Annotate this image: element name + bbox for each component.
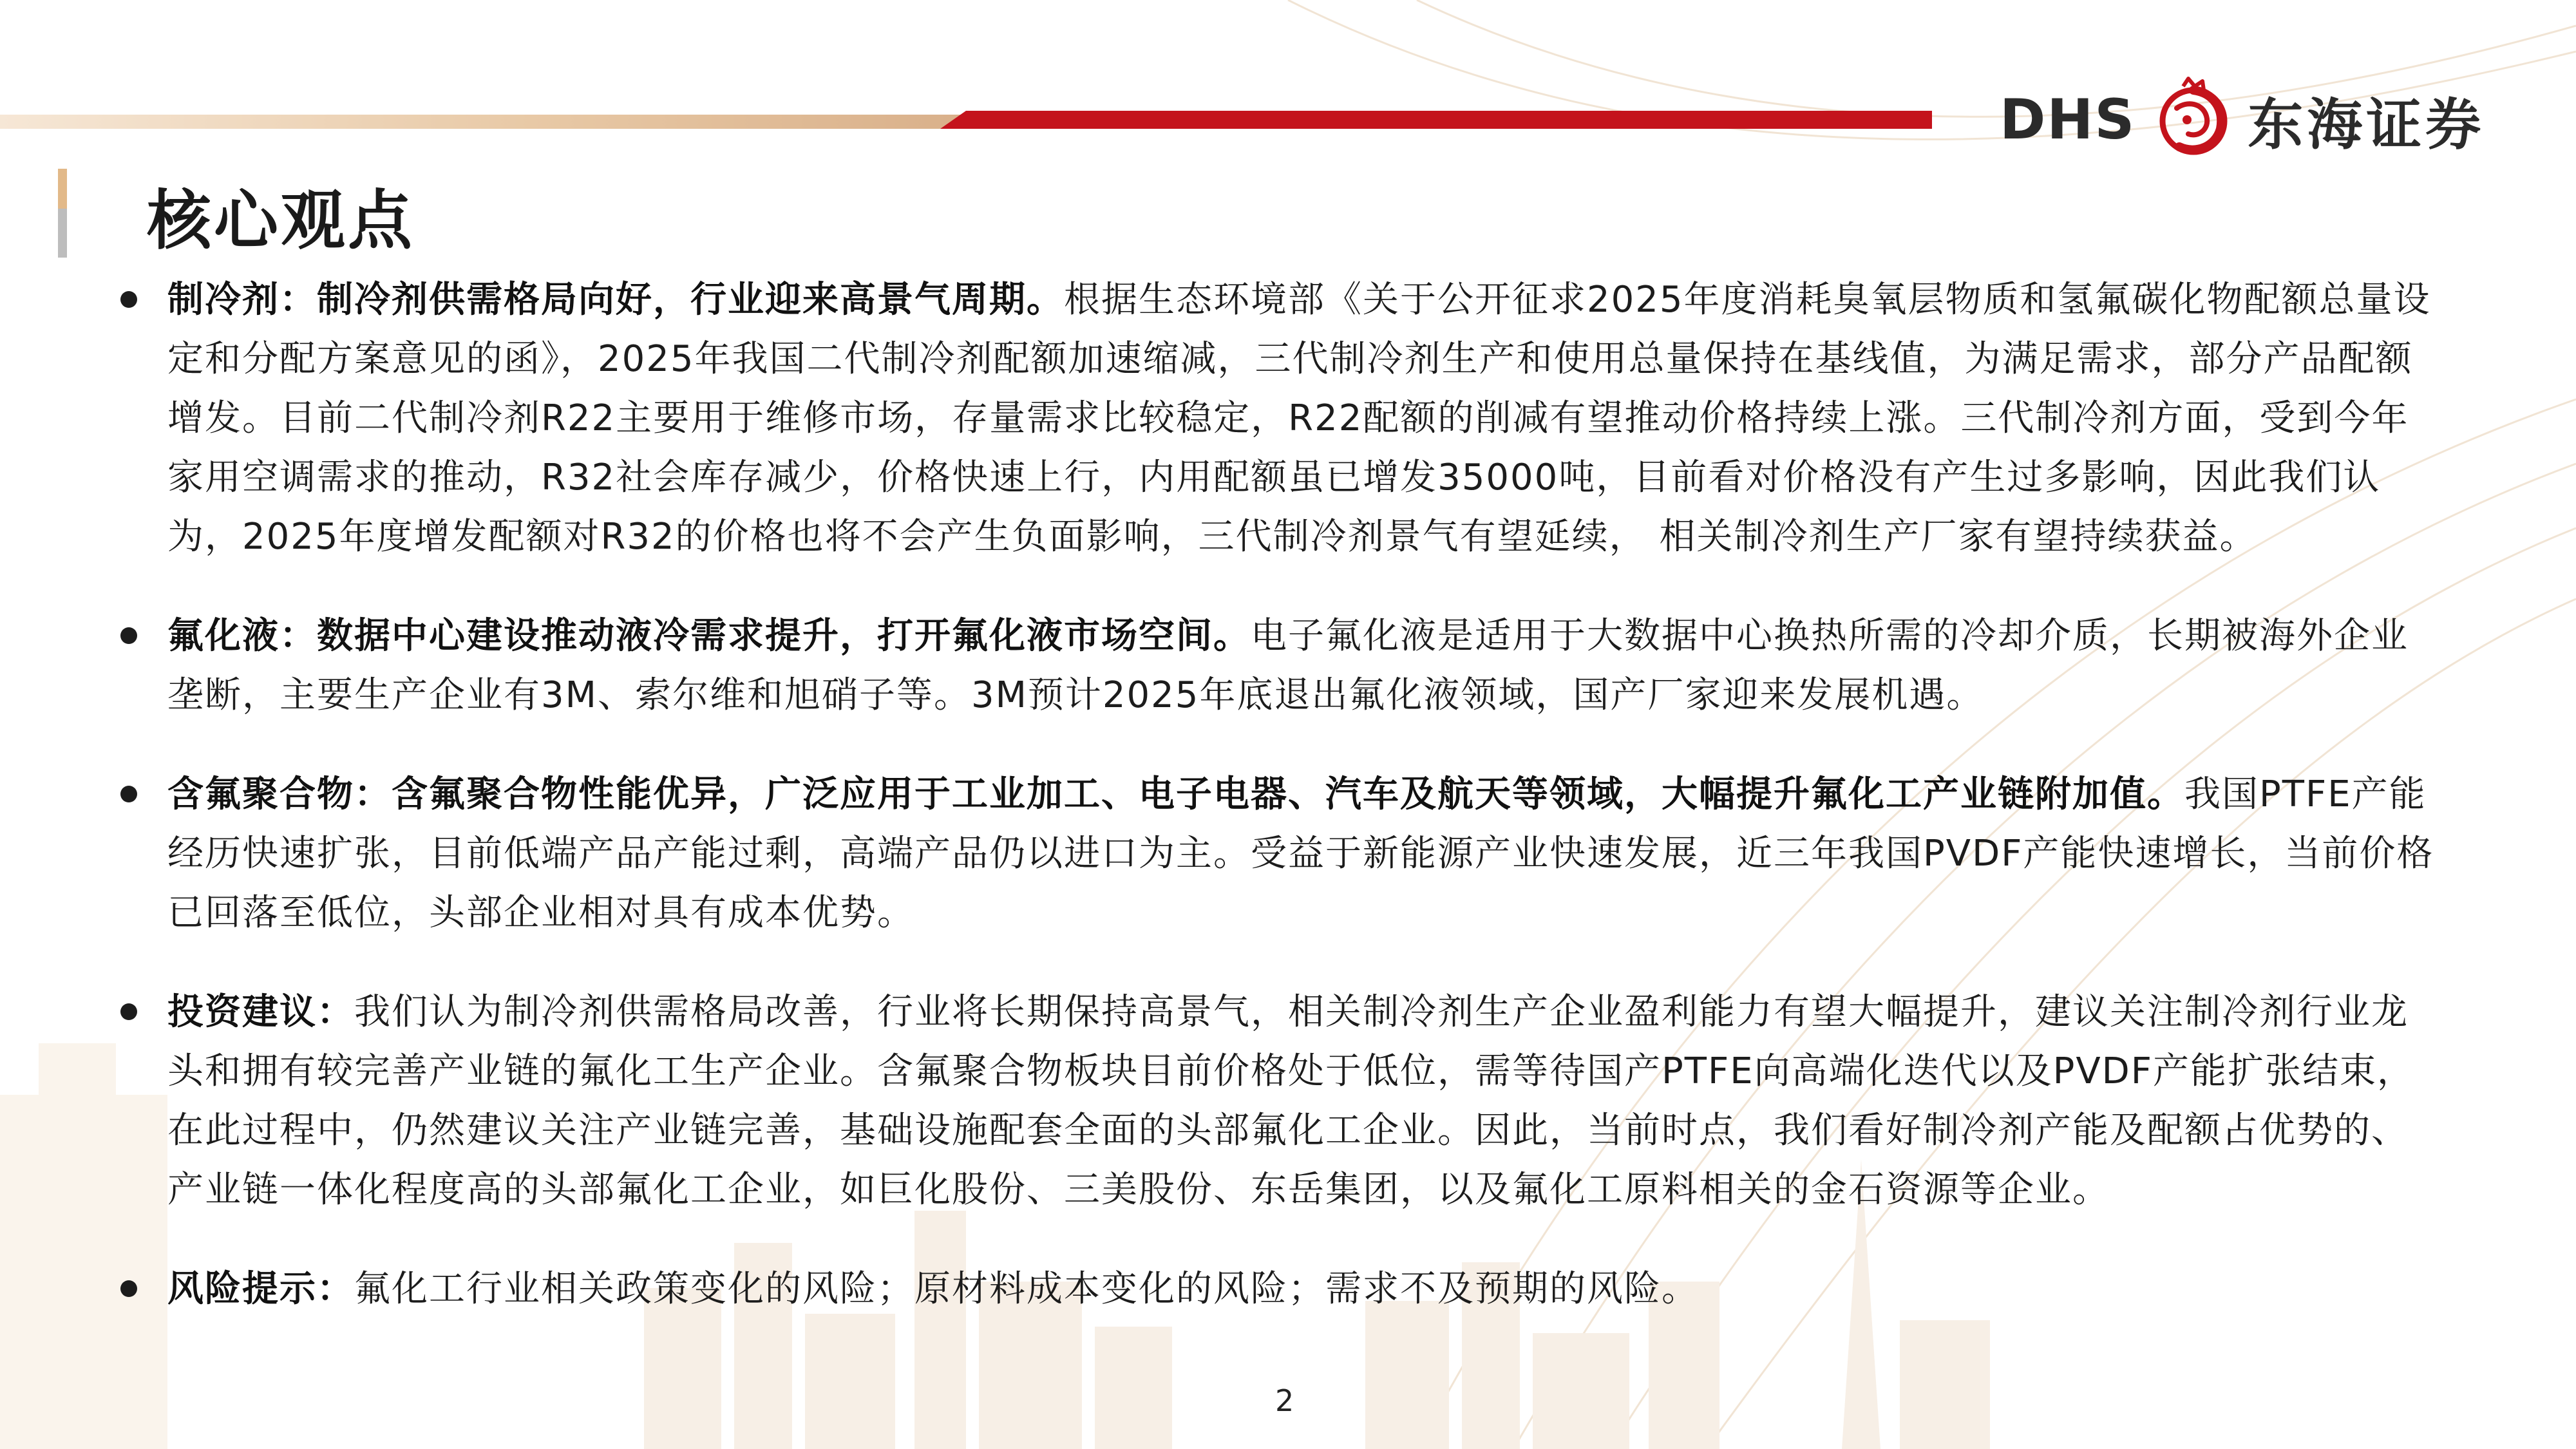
- point-body: 根据生态环境部《关于公开征求2025年度消耗臭氧层物质和氢氟碳化物配额总量设定和分配方案意见的函》，2025年我国二代制冷剂配额加速缩减，三代制冷剂生产和使用总量保持在基线值，为满足需求，部分产品配额增发。目前二代制冷剂R22主要用于维修市场，存量需求比较稳定，R22配额的削减有望推动价格持续上涨。三代制冷剂方面，受到今年家用空调需求的推动，R32社会库存减少，价格快速上行，内用配额虽已增发35000吨，目前看对价格没有产生过多影响，因此我们认为，2025年度增发配额对R32的价格也将不会产生负面影响，三代制冷剂景气有望延续， 相关制冷剂生产厂家有望持续获益。: [167, 279, 2431, 558]
- point-heading: 氟化液：数据中心建设推动液冷需求提升，打开氟化液市场空间。: [167, 615, 1251, 657]
- point-heading: 风险提示：: [167, 1268, 354, 1310]
- point-risk-warning: [113, 1260, 2438, 1319]
- point-body: 我国PTFE产能经历快速扩张，目前低端产品产能过剩，高端产品仍以进口为主。受益于新能源产业快速发展，近三年我国PVDF产能快速增长，当前价格已回落至低位，头部企业相对具有成本优势。: [167, 773, 2434, 934]
- logo-chinese-text: 东海证券: [2248, 93, 2485, 157]
- header-gold-rule: [0, 115, 966, 129]
- title-accent-bar: [58, 169, 67, 258]
- point-body: 氟化工行业相关政策变化的风险；原材料成本变化的风险；需求不及预期的风险。: [354, 1268, 1699, 1310]
- dragon-emblem-icon: [2148, 75, 2239, 165]
- bullet-icon: [120, 1003, 137, 1020]
- point-fluorinated-liquid: [113, 607, 2438, 725]
- company-logo: [2000, 75, 2485, 165]
- point-refrigerant: [113, 270, 2438, 567]
- point-heading: 投资建议：: [167, 991, 354, 1033]
- point-heading: 含氟聚合物：含氟聚合物性能优异，广泛应用于工业加工、电子电器、汽车及航天等领域，大幅提升氟化工产业链附加值。: [167, 773, 2184, 815]
- point-heading: 制冷剂：制冷剂供需格局向好，行业迎来高景气周期。: [167, 279, 1064, 321]
- bullet-icon: [120, 291, 137, 308]
- key-points-list: [113, 270, 2438, 1359]
- bullet-icon: [120, 786, 137, 802]
- logo-latin-text: DHS: [2000, 88, 2136, 152]
- point-fluoropolymer: [113, 765, 2438, 943]
- bullet-icon: [120, 1280, 137, 1297]
- point-body: 电子氟化液是适用于大数据中心换热所需的冷却介质，长期被海外企业垄断，主要生产企业有3M、索尔维和旭硝子等。3M预计2025年底退出氟化液领域，国产厂家迎来发展机遇。: [167, 615, 2409, 716]
- page-title: 核心观点: [147, 183, 415, 258]
- point-investment-advice: [113, 983, 2438, 1220]
- page-number: 2: [1275, 1383, 1294, 1418]
- header-red-rule: [940, 111, 1932, 129]
- point-body: 我们认为制冷剂供需格局改善，行业将长期保持高景气，相关制冷剂生产企业盈利能力有望大幅提升，建议关注制冷剂行业龙头和拥有较完善产业链的氟化工生产企业。含氟聚合物板块目前价格处于低位，需等待国产PTFE向高端化迭代以及PVDF产能扩张结束，在此过程中，仍然建议关注产业链完善，基础设施配套全面的头部氟化工企业。因此，当前时点，我们看好制冷剂产能及配额占优势的、产业链一体化程度高的头部氟化工企业，如巨化股份、三美股份、东岳集团，以及氟化工原料相关的金石资源等企业。: [167, 991, 2414, 1211]
- bullet-icon: [120, 627, 137, 644]
